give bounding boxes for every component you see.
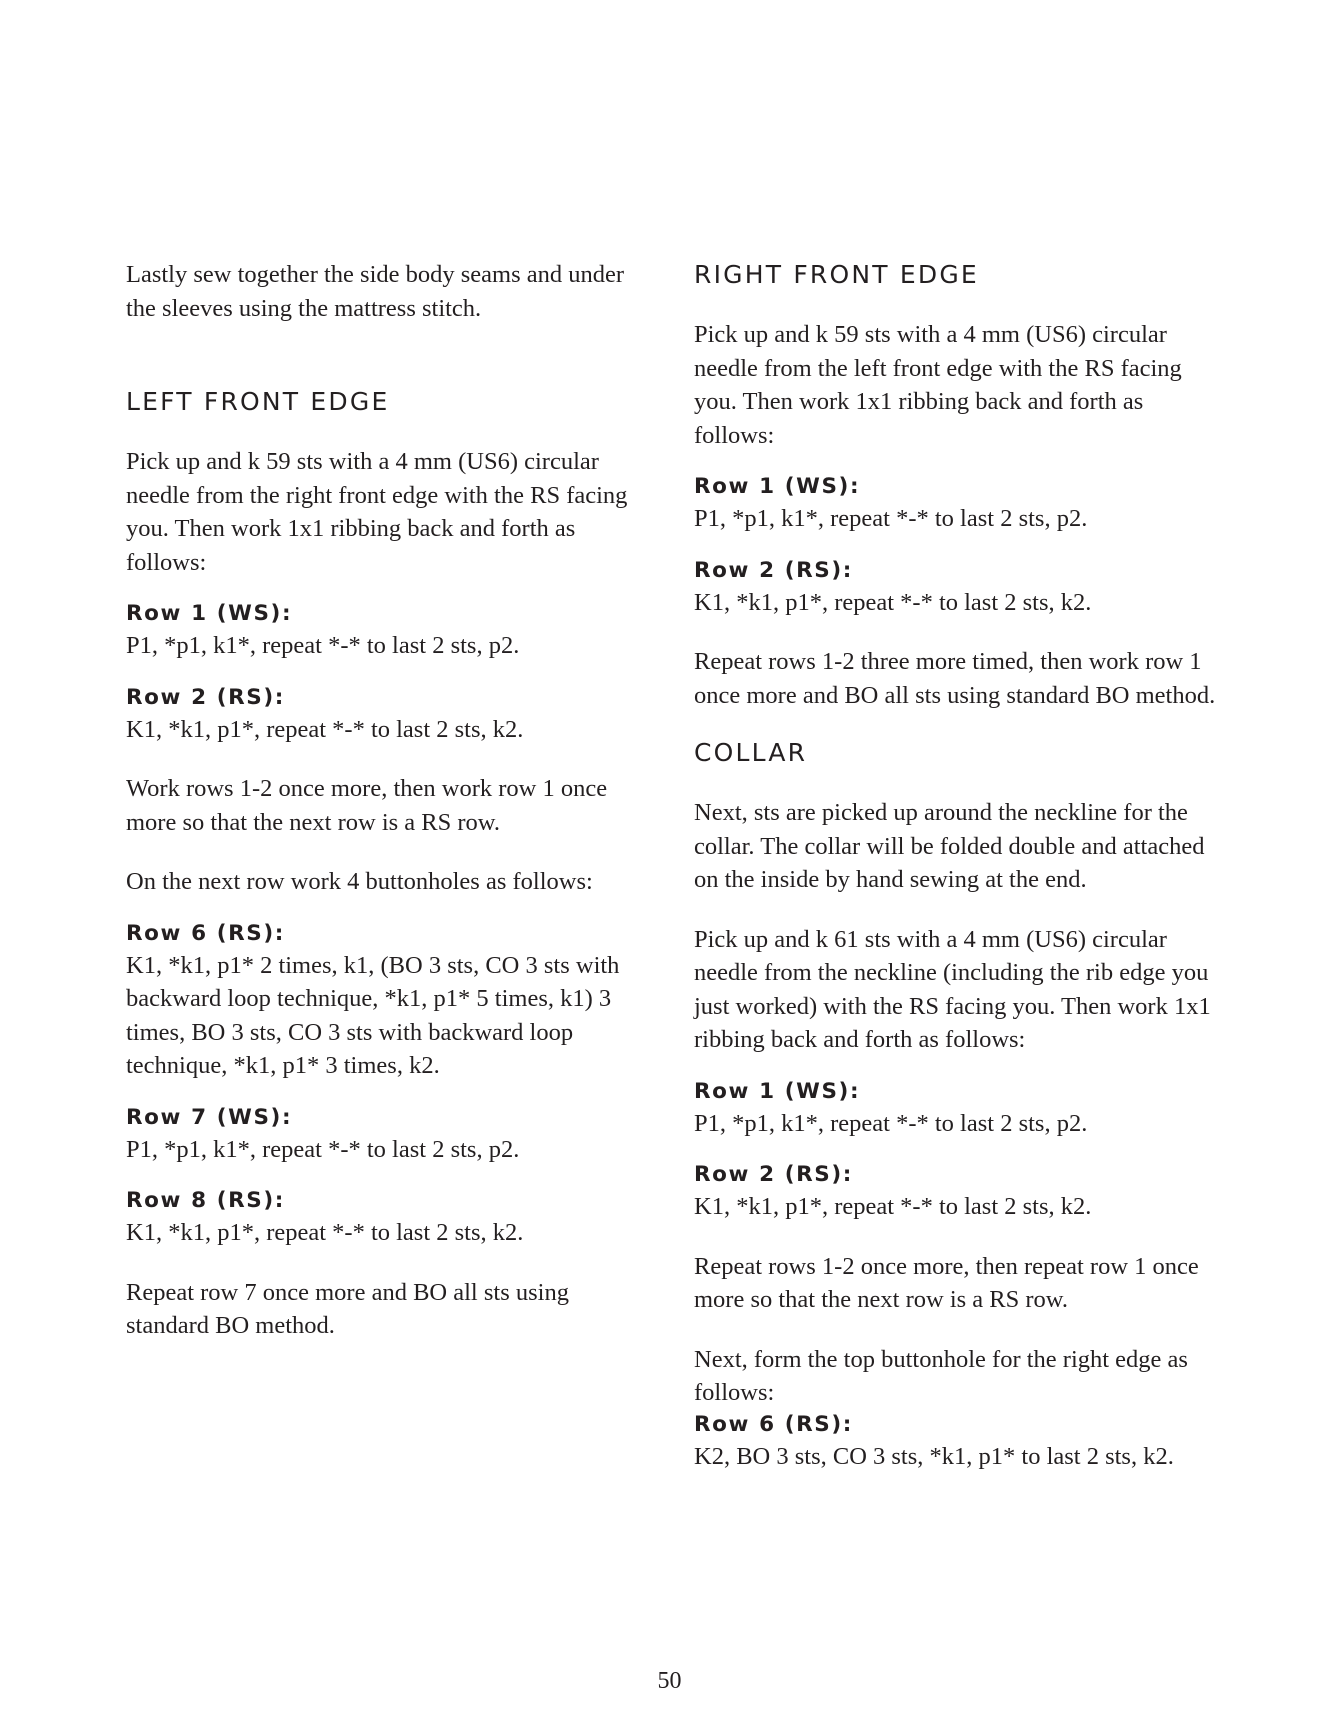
right-front-edge-intro: Pick up and k 59 sts with a 4 mm (US6) circular needle from the left front edge with the RS facing you. Then work 1x1 ribbing back and forth as follows: — [694, 321, 1182, 449]
collar-repeat-paragraph: Repeat rows 1-2 once more, then repeat row 1 once more so that the next row is a RS row. — [694, 1252, 1199, 1313]
collar-buttonhole-intro: Next, form the top buttonhole for the right edge as follows: — [694, 1345, 1188, 1406]
collar-intro-paragraph: Next, sts are picked up around the neckline for the collar. The collar will be folded double and attached on the inside by hand sewing at the end. — [694, 799, 1205, 893]
left-row2-instruction: K1, *k1, p1*, repeat *-* to last 2 sts, k2. — [126, 715, 524, 743]
right-column — [694, 258, 1224, 1473]
left-row6-label: Row 6 (RS): — [126, 920, 286, 946]
collar-heading: COLLAR — [694, 738, 808, 767]
left-row8-instruction: K1, *k1, p1*, repeat *-* to last 2 sts, k2. — [126, 1219, 524, 1246]
collar-pickup-paragraph: Pick up and k 61 sts with a 4 mm (US6) circular needle from the neckline (including the rib edge you just worked) with the RS facing you. Then work 1x1 ribbing back and forth as follows: — [694, 925, 1211, 1053]
collar-row1-instruction: P1, *p1, k1*, repeat *-* to last 2 sts, p2. — [694, 1109, 1088, 1137]
left-row2-label: Row 2 (RS): — [126, 684, 286, 710]
left-front-edge-heading: LEFT FRONT EDGE — [126, 387, 390, 416]
collar-row6-instruction: K2, BO 3 sts, CO 3 sts, *k1, p1* to last 2 sts, k2. — [694, 1442, 1174, 1470]
right-row2-label: Row 2 (RS): — [694, 557, 854, 583]
left-buttonholes-intro: On the next row work 4 buttonholes as follows: — [126, 868, 593, 895]
page-number: 50 — [657, 1668, 682, 1694]
left-row1-label: Row 1 (WS): — [126, 601, 293, 626]
right-finish-paragraph: Repeat rows 1-2 three more timed, then work row 1 once more and BO all sts using standard BO method. — [694, 648, 1216, 709]
collar-row2-label: Row 2 (RS): — [694, 1162, 854, 1187]
left-front-edge-intro: Pick up and k 59 sts with a 4 mm (US6) circular needle from the right front edge with the RS facing you. Then work 1x1 ribbing back and forth as follows: — [126, 448, 628, 576]
collar-row6-label: Row 6 (RS): — [694, 1411, 854, 1437]
left-row6-instruction: K1, *k1, p1* 2 times, k1, (BO 3 sts, CO 3 sts with backward loop technique, *k1, p1* 5 times, k1) 3 times, BO 3 sts, CO 3 sts with backward loop technique, *k1, p1* 3 times, k2. — [126, 951, 620, 1079]
left-row8-label: Row 8 (RS): — [126, 1188, 286, 1213]
right-row1-instruction: P1, *p1, k1*, repeat *-* to last 2 sts, p2. — [694, 505, 1088, 532]
sewing-intro-paragraph: Lastly sew together the side body seams and under the sleeves using the mattress stitch. — [126, 261, 625, 322]
left-row1-instruction: P1, *p1, k1*, repeat *-* to last 2 sts, p2. — [126, 632, 520, 659]
right-row1-label: Row 1 (WS): — [694, 474, 861, 499]
right-front-edge-heading: RIGHT FRONT EDGE — [694, 260, 979, 289]
left-row7-instruction: P1, *p1, k1*, repeat *-* to last 2 sts, p2. — [126, 1135, 520, 1163]
collar-row2-instruction: K1, *k1, p1*, repeat *-* to last 2 sts, k2. — [694, 1193, 1092, 1220]
left-finish-paragraph: Repeat row 7 once more and BO all sts using standard BO method. — [126, 1278, 569, 1339]
left-row7-label: Row 7 (WS): — [126, 1104, 293, 1130]
left-work-rows-paragraph: Work rows 1-2 once more, then work row 1 once more so that the next row is a RS row. — [126, 775, 608, 836]
right-row2-instruction: K1, *k1, p1*, repeat *-* to last 2 sts, k2. — [694, 588, 1092, 616]
left-column — [126, 258, 646, 1343]
collar-row1-label: Row 1 (WS): — [694, 1078, 861, 1104]
